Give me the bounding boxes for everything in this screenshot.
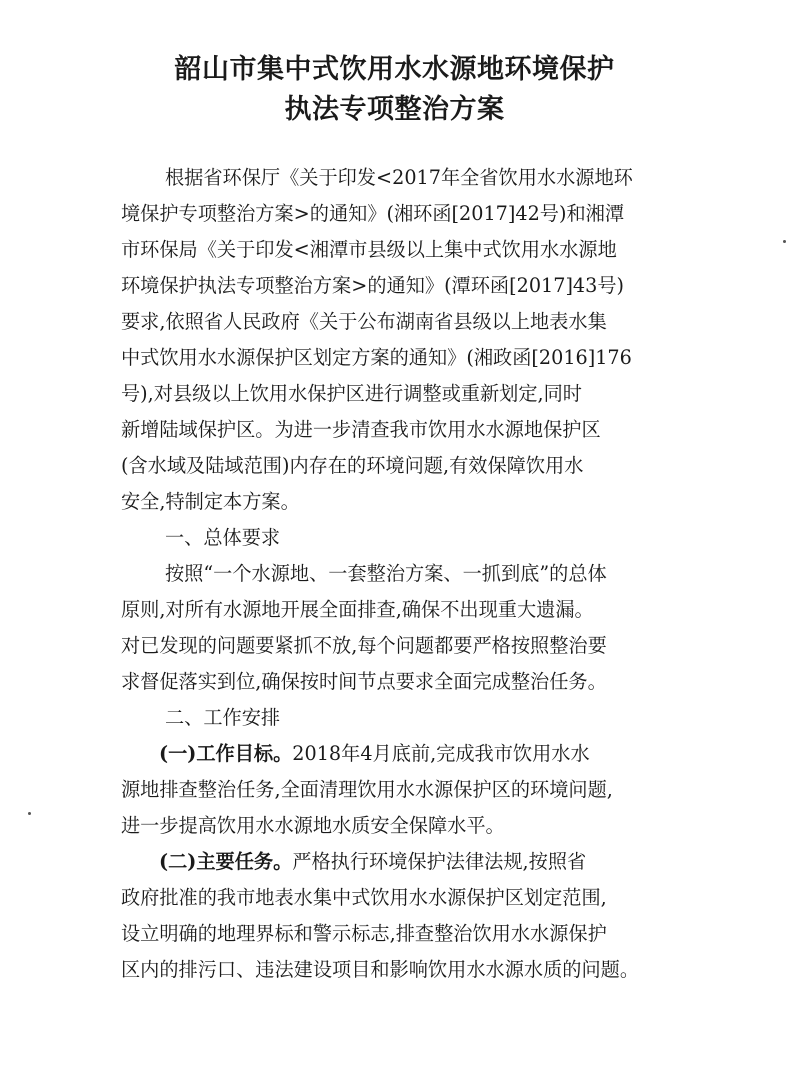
intro-line: 环境保护执法专项整治方案>的通知》(潭环函[2017]43号) (121, 274, 625, 297)
intro-line: 号),对县级以上饮用水保护区进行调整或重新划定,同时 (121, 382, 582, 405)
goal-text: 2018年4月底前,完成我市饮用水水 (292, 742, 590, 765)
section-heading-overall-requirements: 一、总体要求 (165, 526, 281, 549)
intro-line: 根据省环保厅《关于印发<2017年全省饮用水水源地环 (165, 166, 633, 189)
intro-line: 中式饮用水水源保护区划定方案的通知》(湘政函[2016]176 (121, 346, 632, 369)
goal-line (121, 736, 681, 772)
section1-line: 按照“一个水源地、一套整治方案、一抓到底”的总体 (165, 562, 607, 585)
intro-line: 境保护专项整治方案>的通知》(湘环函[2017]42号)和湘潭 (121, 202, 625, 225)
document-title-line-1: 韶山市集中式饮用水水源地环境保护 (174, 54, 615, 85)
goal-line: 进一步提高饮用水水源地水质安全保障水平。 (121, 814, 505, 837)
task-text: 严格执行环境保护法律法规,按照省 (292, 850, 587, 873)
task-label: (二)主要任务。 (159, 850, 293, 873)
goal-line: 源地排查整治任务,全面清理饮用水水源保护区的环境问题, (121, 778, 613, 801)
intro-line: 要求,依照省人民政府《关于公布湖南省县级以上地表水集 (121, 310, 607, 333)
task-line: 区内的排污口、违法建设项目和影响饮用水水源水质的问题。 (121, 958, 640, 981)
task-line: 设立明确的地理界标和警示标志,排查整治饮用水水源保护 (121, 922, 607, 945)
intro-line: 新增陆域保护区。为进一步清查我市饮用水水源地保护区 (121, 418, 601, 441)
section1-line: 求督促落实到位,确保按时间节点要求全面完成整治任务。 (121, 670, 607, 693)
document-title-line-2: 执法专项整治方案 (284, 94, 505, 125)
goal-label: (一)工作目标。 (159, 742, 293, 765)
intro-line: 市环保局《关于印发<湘潭市县级以上集中式饮用水水源地 (121, 238, 617, 261)
scan-speck (28, 812, 31, 815)
section-heading-work-arrangement: 二、工作安排 (165, 706, 281, 729)
section1-line: 原则,对所有水源地开展全面排查,确保不出现重大遗漏。 (121, 598, 594, 621)
task-line (121, 844, 681, 880)
intro-line: 安全,特制定本方案。 (121, 490, 300, 513)
section1-line: 对已发现的问题要紧抓不放,每个问题都要严格按照整治要 (121, 634, 607, 657)
document-body (121, 160, 681, 988)
scan-speck (783, 240, 786, 243)
task-line: 政府批准的我市地表水集中式饮用水水源保护区划定范围, (121, 886, 607, 909)
intro-line: (含水域及陆域范围)内存在的环境问题,有效保障饮用水 (121, 454, 584, 477)
